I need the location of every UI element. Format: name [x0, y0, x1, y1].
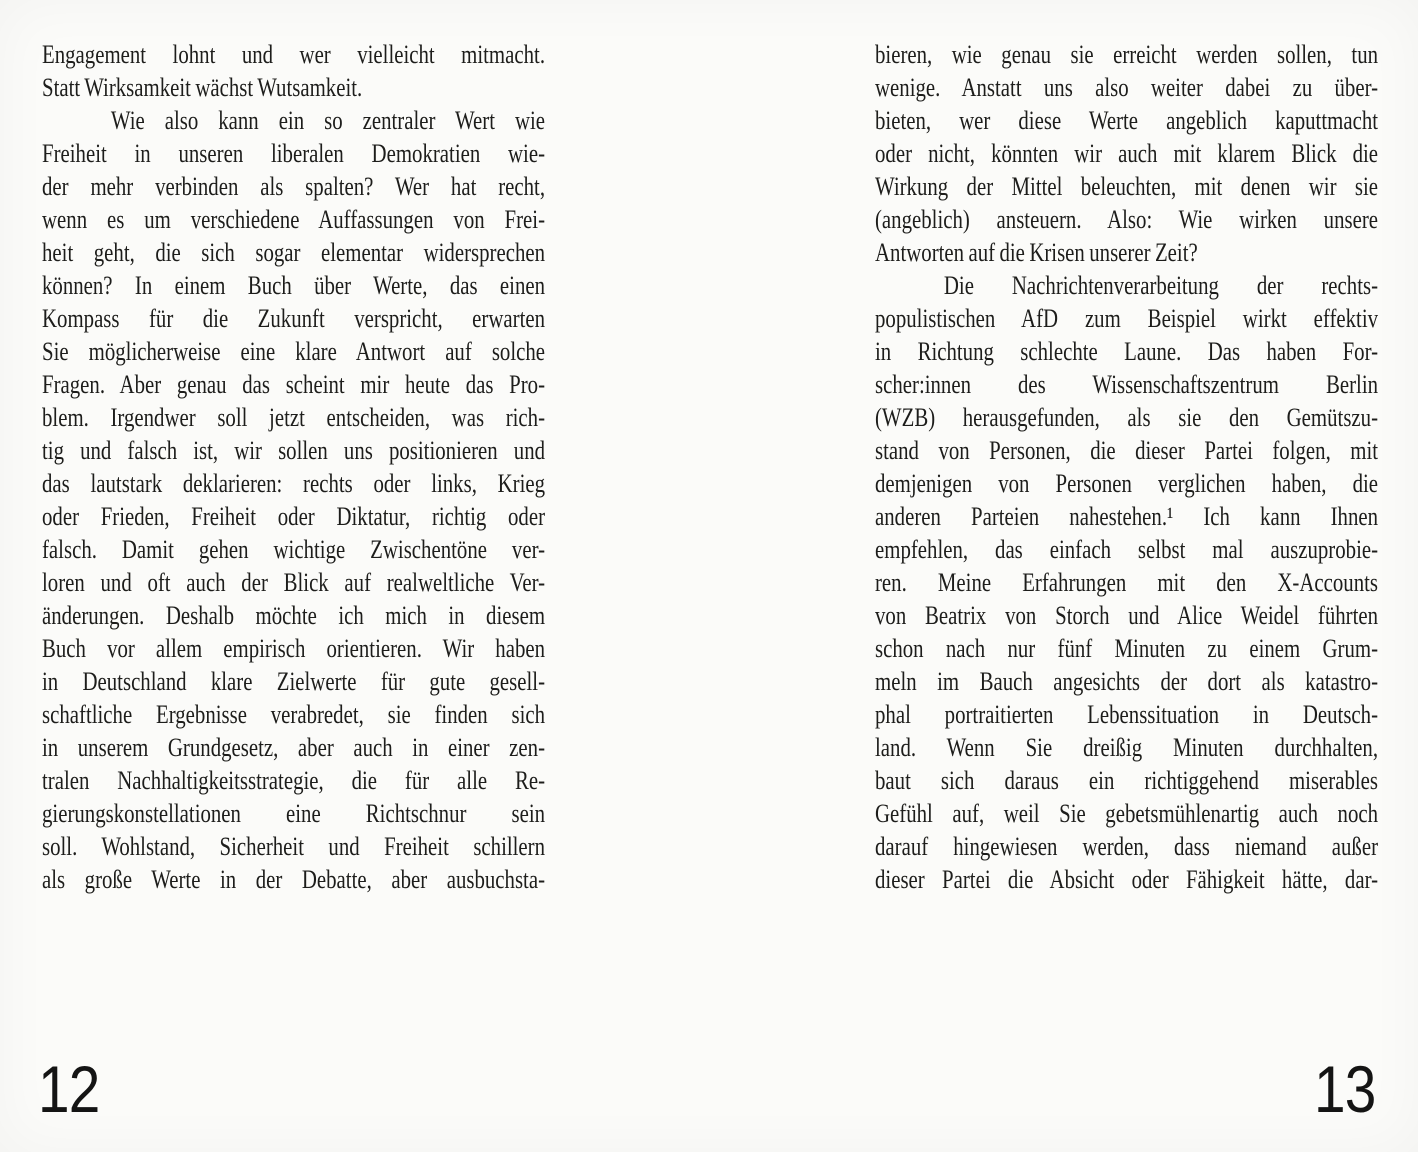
text-line: gierungskonstellationen eine Richtschnur sein: [42, 799, 546, 828]
text-line: schon nach nur fünf Minuten zu einem Grum-: [875, 634, 1379, 663]
text-line: tig und falsch ist, wir sollen uns positionieren und: [42, 436, 546, 465]
text-line: oder nicht, könnten wir auch mit klarem Blick die: [875, 139, 1379, 168]
text-line: Gefühl auf, weil Sie gebetsmühlenartig auch noch: [875, 799, 1379, 828]
text-line: Freiheit in unseren liberalen Demokratien wie-: [42, 139, 546, 168]
text-line: Kompass für die Zukunft verspricht, erwarten: [42, 304, 546, 333]
text-line: Fragen. Aber genau das scheint mir heute das Pro-: [42, 370, 546, 399]
text-line: Wie also kann ein so zentraler Wert wie: [110, 106, 546, 135]
text-line: in Richtung schlechte Laune. Das haben For-: [875, 337, 1379, 366]
text-line: Wirkung der Mittel beleuchten, mit denen wir sie: [875, 172, 1379, 201]
text-line: bieten, wer diese Werte angeblich kaputtmacht: [875, 106, 1379, 135]
text-line: (angeblich) ansteuern. Also: Wie wirken unsere: [875, 205, 1379, 234]
text-line: soll. Wohlstand, Sicherheit und Freiheit schillern: [42, 832, 546, 861]
text-line: tralen Nachhaltigkeitsstrategie, die für alle Re-: [42, 766, 546, 795]
text-line: empfehlen, das einfach selbst mal auszuprobie-: [875, 535, 1379, 564]
text-line: Sie möglicherweise eine klare Antwort auf solche: [42, 337, 546, 366]
text-line: heit geht, die sich sogar elementar widersprechen: [42, 238, 546, 267]
text-line: loren und oft auch der Blick auf realweltliche Ver-: [42, 568, 546, 597]
left-page-text-column: [42, 38, 545, 896]
text-line: blem. Irgendwer soll jetzt entscheiden, was rich-: [42, 403, 546, 432]
text-line: Antworten auf die Krisen unserer Zeit?: [875, 238, 1198, 267]
text-line: meln im Bauch angesichts der dort als katastro-: [875, 667, 1379, 696]
text-line: wenn es um verschiedene Auffassungen von Frei-: [42, 205, 546, 234]
right-page-text-column: [875, 38, 1378, 896]
text-line: in Deutschland klare Zielwerte für gute gesell-: [42, 667, 546, 696]
text-line: wenige. Anstatt uns also weiter dabei zu über-: [875, 73, 1379, 102]
text-line: anderen Parteien nahestehen.¹ Ich kann Ihnen: [875, 502, 1379, 531]
text-line: (WZB) herausgefunden, als sie den Gemütszu-: [875, 403, 1379, 432]
text-line: ren. Meine Erfahrungen mit den X-Accounts: [875, 568, 1379, 597]
text-line: schaftliche Ergebnisse verabredet, sie finden sich: [42, 700, 546, 729]
text-line: falsch. Damit gehen wichtige Zwischentöne ver-: [42, 535, 546, 564]
text-line: das lautstark deklarieren: rechts oder links, Krieg: [42, 469, 546, 498]
text-line: dieser Partei die Absicht oder Fähigkeit hätte, dar-: [875, 865, 1379, 894]
text-line: Buch vor allem empirisch orientieren. Wir haben: [42, 634, 546, 663]
text-line: können? In einem Buch über Werte, das einen: [42, 271, 546, 300]
text-line: der mehr verbinden als spalten? Wer hat recht,: [42, 172, 546, 201]
text-line: phal portraitierten Lebenssituation in Deutsch-: [875, 700, 1379, 729]
text-line: änderungen. Deshalb möchte ich mich in diesem: [42, 601, 546, 630]
text-line: land. Wenn Sie dreißig Minuten durchhalten,: [875, 733, 1379, 762]
text-line: oder Frieden, Freiheit oder Diktatur, richtig oder: [42, 502, 546, 531]
text-line: Die Nachrichtenverarbeitung der rechts-: [943, 271, 1379, 300]
text-line: stand von Personen, die dieser Partei folgen, mit: [875, 436, 1379, 465]
text-line: als große Werte in der Debatte, aber ausbuchsta-: [42, 865, 546, 894]
text-line: in unserem Grundgesetz, aber auch in einer zen-: [42, 733, 546, 762]
text-line: scher:innen des Wissenschaftszentrum Berlin: [875, 370, 1379, 399]
text-line: Statt Wirksamkeit wächst Wutsamkeit.: [42, 73, 363, 102]
page-number-right: 13: [1313, 1052, 1375, 1126]
text-line: bieren, wie genau sie erreicht werden sollen, tun: [875, 40, 1379, 69]
text-line: darauf hingewiesen werden, dass niemand außer: [875, 832, 1379, 861]
text-line: baut sich daraus ein richtiggehend miserables: [875, 766, 1379, 795]
text-line: demjenigen von Personen verglichen haben, die: [875, 469, 1379, 498]
text-line: populistischen AfD zum Beispiel wirkt effektiv: [875, 304, 1379, 333]
text-line: Engagement lohnt und wer vielleicht mitmacht.: [42, 40, 546, 69]
page-number-left: 12: [38, 1052, 100, 1126]
text-line: von Beatrix von Storch und Alice Weidel führten: [875, 601, 1379, 630]
